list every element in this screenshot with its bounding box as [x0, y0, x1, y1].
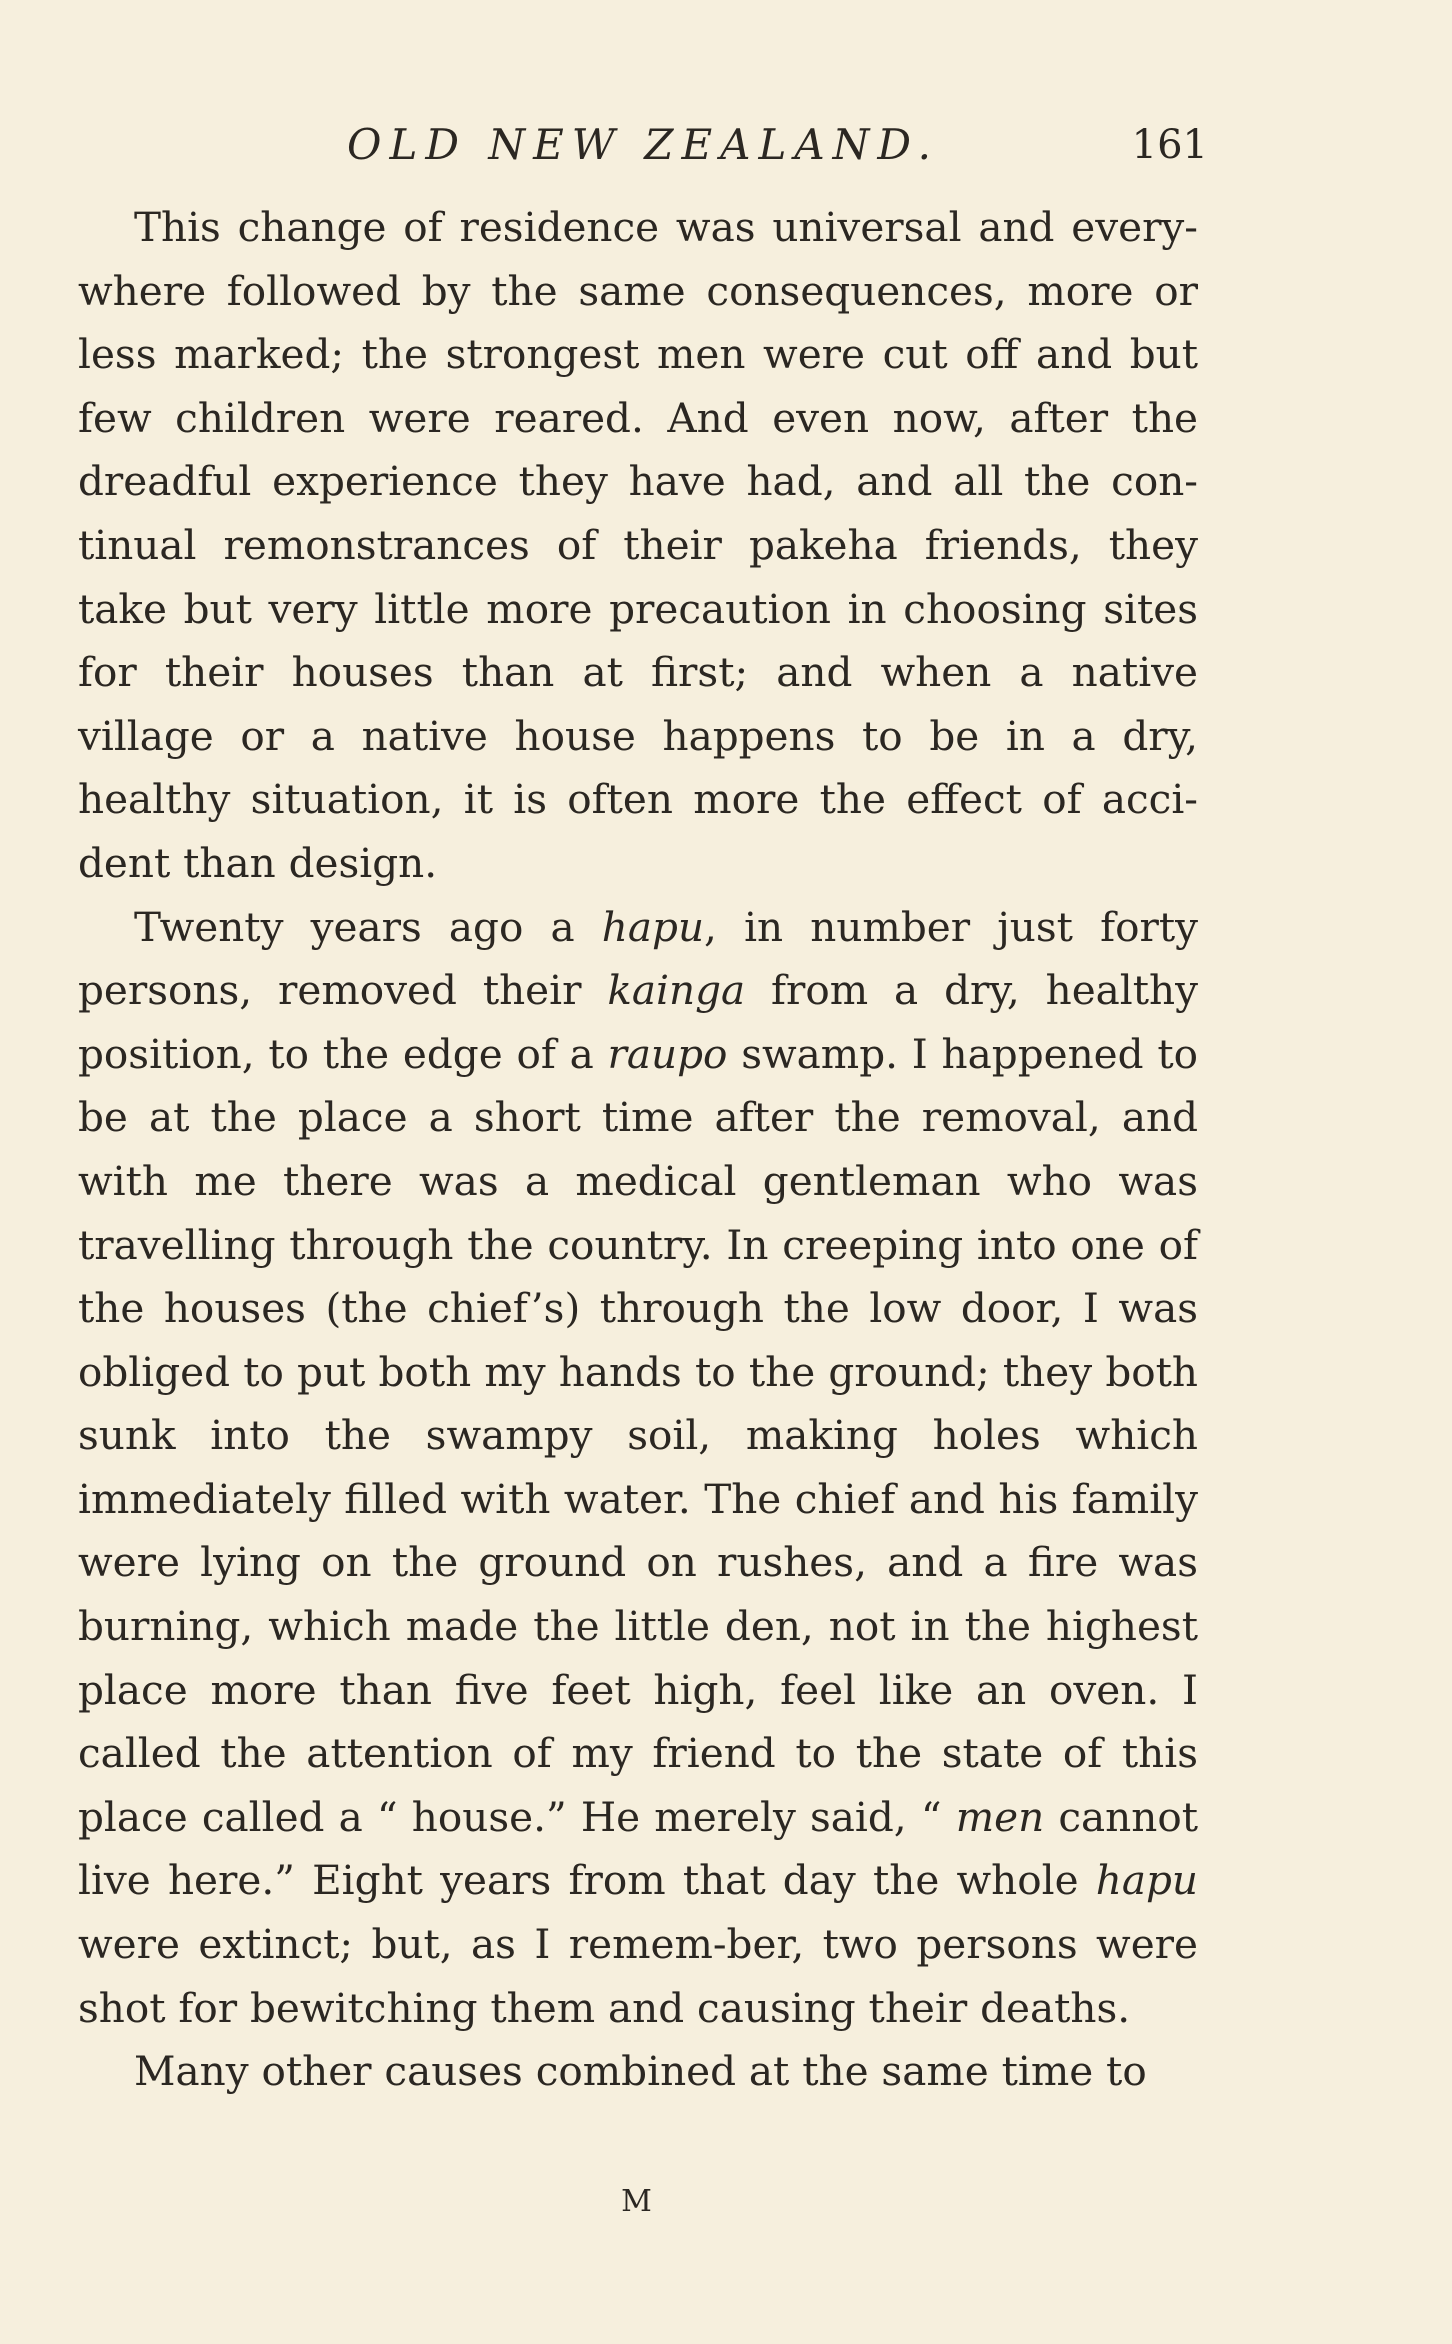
text-segment: were extinct; but, as I remem-ber, two persons were shot for bewitching them and causing their deaths. [78, 1920, 1198, 2032]
italic-term: hapu [1095, 1856, 1198, 1905]
italic-term: men [955, 1792, 1045, 1841]
italic-term: hapu [601, 902, 705, 951]
italic-term: raupo [607, 1029, 728, 1078]
text-segment: swamp. I happened to be at the place a short time after the removal, and with me there was a medical gentleman who was travelling through the country. In creeping into one of the houses (the chief’s) through the low door, I was obliged to put both my hands to the ground; they both sunk into the swampy soil, making holes which immediately filled with water. The chief and his family were lying on the ground on rushes, and a fire was burning, which made the little den, not in the highest place more than five feet high, feel like an oven. I called the attention of my friend to the state of this place called a “ house.” He merely said, “ [78, 1029, 1198, 1841]
running-title: OLD NEW ZEALAND. [347, 120, 939, 169]
paragraph [78, 196, 1198, 896]
text-segment: from a dry, healthy position, to the edge of a [78, 966, 1199, 1078]
paragraph [78, 2040, 1198, 2104]
signature-mark: M [621, 2184, 652, 2219]
text-segment: Twenty years ago a [134, 902, 602, 951]
text-segment: This change of residence was universal and every-where followed by the same consequences, more or less marked; the strongest men were cut off and but few children were reared. And even now, after the dreadful experience they have had, and all the con-tinual remonstrances of their pakeha friends, they take but very little more precaution in choosing sites for their houses than at first; and when a native village or a native house happens to be in a dry, healthy situation, it is often more the effect of acci-dent than design. [78, 203, 1198, 887]
text-segment: cannot live here.” Eight years from that day the whole [78, 1792, 1199, 1905]
page-number: 161 [1131, 122, 1208, 168]
paragraph [78, 896, 1198, 2041]
running-head [78, 115, 1208, 175]
italic-term: kainga [607, 966, 746, 1015]
body-text [78, 196, 1198, 2104]
text-segment: , in number just forty persons, removed their [78, 902, 1198, 1015]
text-segment: Many other causes combined at the same time to [134, 2047, 1147, 2096]
